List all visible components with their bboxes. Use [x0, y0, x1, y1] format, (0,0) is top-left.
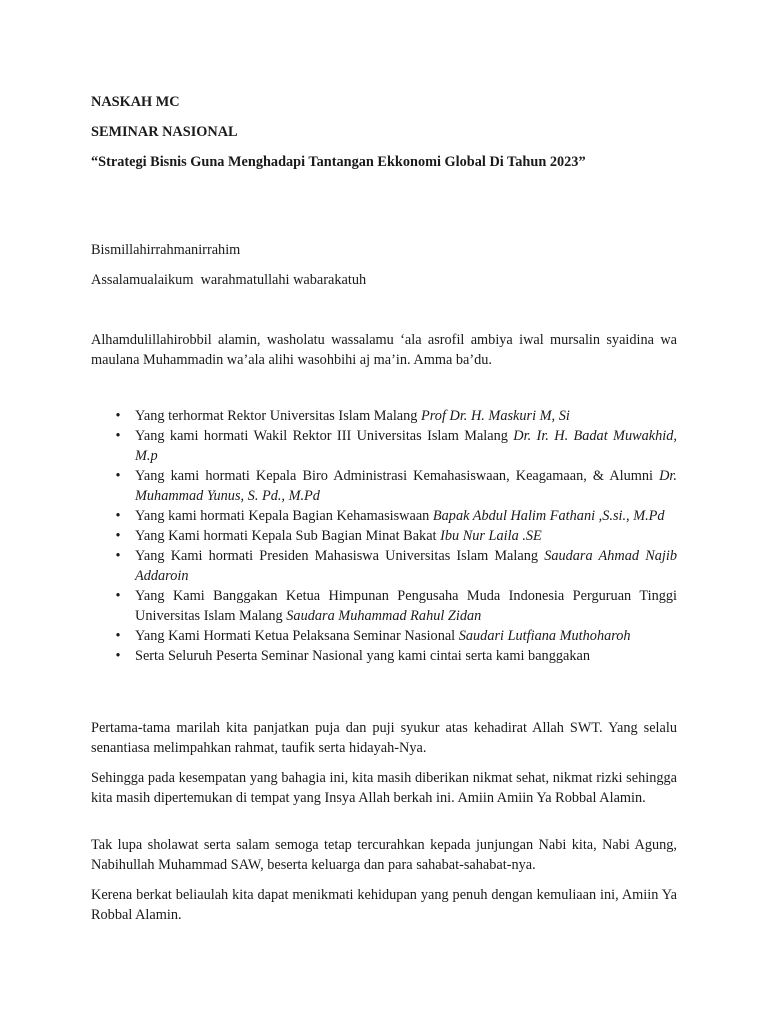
bullet-icon: •	[115, 528, 121, 545]
honorific-name: Dr. Ir. H. Badat Muwakhid, M.p	[135, 428, 677, 464]
doc-subtitle: SEMINAR NASIONAL	[91, 124, 238, 140]
honorific-name: Saudari Lutfiana Muthoharoh	[458, 628, 631, 645]
bullet-icon: •	[115, 408, 121, 424]
honorific-text: Yang kami hormati Kepala Biro Administrasi Kemahasiswaan, Keagamaan, & Alumni	[135, 468, 660, 485]
list-item	[91, 547, 677, 586]
body-paragraph-2: Sehingga pada kesempatan yang bahagia ini, kita masih diberikan nikmat sehat, nikmat rizki sehingga kita masih dipertemukan di tempat yang Insya Allah berkah ini. Amiin Amiin Ya Robbal Alamin.	[91, 770, 677, 806]
body-paragraph-4: Kerena berkat beliaulah kita dapat menikmati kehidupan yang penuh dengan kemuliaan ini, Amiin Ya Robbal Alamin.	[91, 887, 677, 923]
list-item	[91, 407, 677, 427]
honorific-name: Ibu Nur Laila .SE	[440, 528, 542, 545]
list-item	[91, 627, 677, 647]
bullet-icon: •	[115, 468, 121, 485]
honorific-text: Yang Kami Hormati Ketua Pelaksana Seminar Nasional	[135, 628, 459, 645]
honorific-text: Serta Seluruh Peserta Seminar Nasional yang kami cintai serta kami banggakan	[135, 648, 590, 665]
honorific-text: Yang Kami hormati Presiden Mahasiswa Universitas Islam Malang	[135, 548, 545, 565]
honorific-text: Yang kami hormati Wakil Rektor III Universitas Islam Malang	[135, 428, 514, 445]
seminar-theme: “Strategi Bisnis Guna Menghadapi Tantangan Ekkonomi Global Di Tahun 2023”	[91, 154, 586, 170]
list-item	[91, 507, 677, 527]
list-item	[91, 467, 677, 506]
doc-title: NASKAH MC	[91, 94, 180, 110]
honorific-name: Saudara Ahmad Najib Addaroin	[135, 548, 677, 584]
bullet-icon: •	[115, 628, 121, 645]
bullet-icon: •	[115, 548, 121, 565]
list-item	[91, 647, 677, 667]
bullet-icon: •	[115, 648, 121, 665]
opening-paragraph: Alhamdulillahirobbil alamin, washolatu wassalamu ‘ala asrofil ambiya iwal mursalin syaidina wa maulana Muhammadin wa’ala alihi wasohbihi aj ma’in. Amma ba’du.	[91, 332, 677, 368]
honorifics-list	[91, 407, 677, 668]
honorific-text: Yang terhormat Rektor Universitas Islam Malang	[135, 408, 422, 424]
basmalah: Bismillahirrahmanirrahim	[91, 242, 241, 258]
honorific-text: Yang Kami hormati Kepala Sub Bagian Minat Bakat	[135, 528, 441, 545]
honorific-name: Saudara Muhammad Rahul Zidan	[286, 607, 482, 624]
honorific-name: Dr. Muhammad Yunus, S. Pd., M.Pd	[135, 468, 677, 504]
bullet-icon: •	[115, 428, 121, 445]
body-paragraph-3: Tak lupa sholawat serta salam semoga tetap tercurahkan kepada junjungan Nabi kita, Nabi Agung, Nabihullah Muhammad SAW, beserta keluarga dan para sahabat-sahabat-nya.	[91, 837, 677, 873]
list-item	[91, 427, 677, 466]
honorific-name: Bapak Abdul Halim Fathani ,S.si., M.Pd	[432, 507, 665, 524]
bullet-icon: •	[115, 507, 121, 524]
list-item	[91, 527, 677, 547]
honorific-text: Yang kami hormati Kepala Bagian Kehamasiswaan	[135, 507, 433, 524]
bullet-icon: •	[115, 588, 121, 605]
body-paragraph-1: Pertama-tama marilah kita panjatkan puja dan puji syukur atas kehadirat Allah SWT. Yang selalu senantiasa melimpahkan rahmat, taufik serta hidayah-Nya.	[91, 720, 677, 756]
list-item	[91, 587, 677, 626]
salam: Assalamualaikum warahmatullahi wabarakatuh	[91, 272, 367, 288]
honorific-name: Prof Dr. H. Maskuri M, Si	[421, 408, 570, 424]
honorific-text: Yang Kami Banggakan Ketua Himpunan Pengusaha Muda Indonesia Perguruan Tinggi Universitas Islam Malang	[135, 588, 677, 624]
